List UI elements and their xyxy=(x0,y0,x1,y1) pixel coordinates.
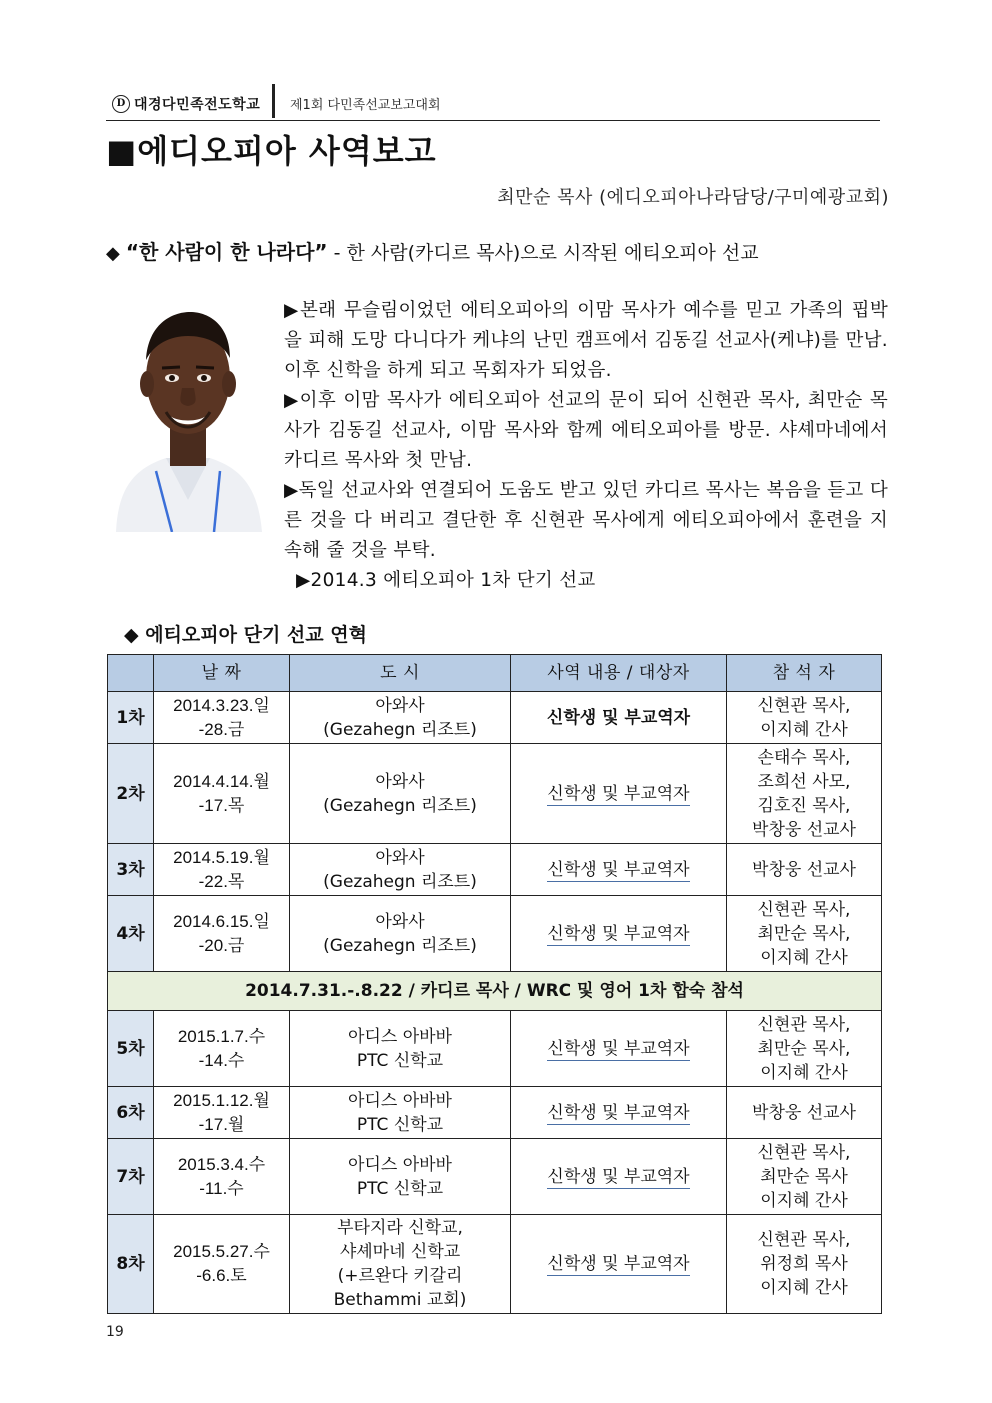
attendee: 박창웅 선교사 xyxy=(752,859,856,880)
row-label: 6차 xyxy=(108,1087,154,1139)
activity-cell xyxy=(511,1011,727,1087)
activity-cell xyxy=(511,1139,727,1215)
pastor-photo xyxy=(112,296,264,532)
date-line: 2014.6.15.일 xyxy=(173,911,270,931)
activity-text: 신학생 및 부교역자 xyxy=(547,1102,690,1123)
paragraph-1: ▶본래 무슬림이었던 에티오피아의 이맘 목사가 예수를 믿고 가족의 핍박을 피해 도망 다니다가 케냐의 난민 캠프에서 김동길 선교사(케냐)를 만남. 이후 신학을 하게 되고 목회자가 되었음. xyxy=(284,300,888,381)
activity-cell xyxy=(511,1215,727,1314)
city-line: (+르완다 키갈리 xyxy=(337,1266,463,1286)
table-row xyxy=(108,1011,882,1087)
camp-note: 2014.7.31.-.8.22 / 카디르 목사 / WRC 및 영어 1차 합숙 참석 xyxy=(108,972,882,1011)
header-divider xyxy=(272,84,275,118)
city-line: (Gezahegn 리조트) xyxy=(323,935,477,956)
table-header-row xyxy=(108,655,882,692)
attendees-cell xyxy=(727,744,882,844)
city-line: (Gezahegn 리조트) xyxy=(323,795,477,816)
city-line: PTC 신학교 xyxy=(356,1178,444,1199)
section-title: ◆ 에티오피아 단기 선교 연혁 xyxy=(124,624,367,646)
date-line: 2014.5.19.월 xyxy=(173,847,270,867)
table-header-blank xyxy=(108,655,154,692)
city-cell xyxy=(290,692,511,744)
attendee: 최만순 목사 xyxy=(760,1166,848,1187)
table-header-activity: 사역 내용 / 대상자 xyxy=(511,655,727,692)
row-label: 5차 xyxy=(108,1011,154,1087)
row-label: 7차 xyxy=(108,1139,154,1215)
date-cell xyxy=(154,1087,290,1139)
date-line: -6.6.토 xyxy=(196,1266,247,1285)
activity-cell xyxy=(511,844,727,896)
table-header-attendees: 참 석 자 xyxy=(727,655,882,692)
activity-cell xyxy=(511,896,727,972)
attendee: 김호진 목사, xyxy=(757,795,851,816)
attendees-cell xyxy=(727,1139,882,1215)
date-cell xyxy=(154,744,290,844)
date-line: 2015.5.27.수 xyxy=(173,1242,270,1261)
page-number: 19 xyxy=(106,1324,124,1340)
table-row xyxy=(108,896,882,972)
attendee: 신현관 목사, xyxy=(757,1014,851,1035)
row-label: 2차 xyxy=(108,744,154,844)
paragraph-2: ▶이후 이맘 목사가 에티오피아 선교의 문이 되어 신현관 목사, 최만순 목사가 김동길 선교사, 이맘 목사와 함께 에티오피아를 방문. 샤셰마네에서 카디르 목사와 첫 만남. xyxy=(284,390,888,471)
subheading xyxy=(106,236,759,265)
date-line: -17.월 xyxy=(198,1114,245,1134)
city-cell xyxy=(290,844,511,896)
city-line: 아와사 xyxy=(375,695,425,716)
attendees-cell xyxy=(727,896,882,972)
activity-text: 신학생 및 부교역자 xyxy=(547,923,690,944)
row-label: 8차 xyxy=(108,1215,154,1314)
activity-cell xyxy=(511,1087,727,1139)
attendees-cell xyxy=(727,844,882,896)
date-line: 2014.3.23.일 xyxy=(173,695,270,715)
school-logo xyxy=(112,94,260,114)
date-cell xyxy=(154,1139,290,1215)
attendee: 이지혜 간사 xyxy=(760,719,848,740)
activity-text: 신학생 및 부교역자 xyxy=(547,783,690,804)
attendee: 신현관 목사, xyxy=(757,1142,851,1163)
activity-text: 신학생 및 부교역자 xyxy=(547,1038,690,1059)
date-line: 2015.1.7.수 xyxy=(177,1026,266,1046)
date-cell xyxy=(154,1215,290,1314)
attendee: 이지혜 간사 xyxy=(760,947,848,968)
table-row xyxy=(108,1087,882,1139)
city-line: 아디스 아바바 xyxy=(348,1026,452,1047)
page-title: ■에디오피아 사역보고 xyxy=(106,132,437,170)
attendees-cell xyxy=(727,1215,882,1314)
date-line: -20.금 xyxy=(198,935,245,955)
attendee: 신현관 목사, xyxy=(757,695,851,716)
table-row xyxy=(108,692,882,744)
row-label: 4차 xyxy=(108,896,154,972)
subheading-text: - 한 사람(카디르 목사)으로 시작된 에티오피아 선교 xyxy=(327,242,759,264)
city-line: 아와사 xyxy=(375,847,425,868)
date-line: 2015.1.12.월 xyxy=(173,1090,270,1110)
activity-text: 신학생 및 부교역자 xyxy=(547,859,690,880)
date-line: 2015.3.4.수 xyxy=(177,1154,266,1174)
camp-row xyxy=(108,972,882,1011)
table-row xyxy=(108,1139,882,1215)
mission-schedule-table xyxy=(107,654,882,1314)
attendee: 손태수 목사, xyxy=(757,747,851,768)
city-cell xyxy=(290,1011,511,1087)
table-row xyxy=(108,844,882,896)
city-line: 아와사 xyxy=(375,771,425,792)
author-line: 최만순 목사 (에디오피아나라담당/구미예광교회) xyxy=(497,187,889,208)
city-line: 아와사 xyxy=(375,911,425,932)
paragraph-4: ▶2014.3 에티오피아 1차 단기 선교 xyxy=(296,570,596,591)
date-cell xyxy=(154,692,290,744)
table-row xyxy=(108,1215,882,1314)
city-line: (Gezahegn 리조트) xyxy=(323,871,477,892)
attendee: 이지혜 간사 xyxy=(760,1278,848,1298)
attendee: 이지혜 간사 xyxy=(760,1062,848,1083)
city-line: (Gezahegn 리조트) xyxy=(323,719,477,740)
date-cell xyxy=(154,896,290,972)
event-title: 제1회 다민족선교보고대회 xyxy=(290,98,441,113)
attendee: 신현관 목사, xyxy=(757,1230,851,1250)
attendee: 이지혜 간사 xyxy=(760,1190,848,1211)
table-header-city: 도 시 xyxy=(290,655,511,692)
row-label: 1차 xyxy=(108,692,154,744)
date-line: -14.수 xyxy=(198,1050,245,1070)
city-line: Bethammi 교회) xyxy=(333,1290,467,1310)
activity-cell xyxy=(511,744,727,844)
page-header xyxy=(106,80,880,121)
activity-cell xyxy=(511,692,727,744)
city-cell xyxy=(290,1215,511,1314)
attendee: 위정희 목사 xyxy=(760,1254,848,1274)
paragraph-3: ▶독일 선교사와 연결되어 도움도 받고 있던 카디르 목사는 복음을 듣고 다른 것을 다 버리고 결단한 후 신현관 목사에게 에티오피아에서 훈련을 지속해 줄 것을 부탁. xyxy=(284,480,888,561)
activity-text: 신학생 및 부교역자 xyxy=(546,707,691,728)
date-line: -17.목 xyxy=(198,795,245,815)
attendee: 박창웅 선교사 xyxy=(752,819,856,840)
attendee: 박창웅 선교사 xyxy=(752,1102,856,1123)
logo-text: 대경다민족전도학교 xyxy=(134,97,261,113)
city-line: 아디스 아바바 xyxy=(348,1154,452,1175)
portrait-image xyxy=(112,296,264,532)
city-line: 부타지라 신학교, xyxy=(337,1218,463,1238)
activity-text: 신학생 및 부교역자 xyxy=(547,1254,690,1274)
date-line: -22.목 xyxy=(198,871,245,891)
attendees-cell xyxy=(727,1011,882,1087)
attendee: 최만순 목사, xyxy=(757,923,851,944)
logo-icon: D xyxy=(112,95,130,113)
attendees-cell xyxy=(727,692,882,744)
city-cell xyxy=(290,896,511,972)
row-label: 3차 xyxy=(108,844,154,896)
table-header-date: 날 짜 xyxy=(154,655,290,692)
city-line: 샤셰마네 신학교 xyxy=(339,1242,461,1262)
city-line: 아디스 아바바 xyxy=(348,1090,452,1111)
city-cell xyxy=(290,1139,511,1215)
activity-text: 신학생 및 부교역자 xyxy=(547,1166,690,1187)
subheading-quote: “한 사람이 한 나라다” xyxy=(125,240,328,264)
city-cell xyxy=(290,1087,511,1139)
date-line: -11.수 xyxy=(199,1178,244,1198)
city-line: PTC 신학교 xyxy=(356,1050,444,1071)
date-cell xyxy=(154,844,290,896)
attendee: 최만순 목사, xyxy=(757,1038,851,1059)
table-row xyxy=(108,744,882,844)
attendees-cell xyxy=(727,1087,882,1139)
date-line: -28.금 xyxy=(198,719,245,739)
attendee: 조희선 사모, xyxy=(757,771,851,792)
date-cell xyxy=(154,1011,290,1087)
date-line: 2014.4.14.월 xyxy=(173,771,270,791)
attendee: 신현관 목사, xyxy=(757,899,851,920)
city-line: PTC 신학교 xyxy=(356,1114,444,1135)
city-cell xyxy=(290,744,511,844)
diamond-bullet-icon: ◆ xyxy=(106,243,120,264)
